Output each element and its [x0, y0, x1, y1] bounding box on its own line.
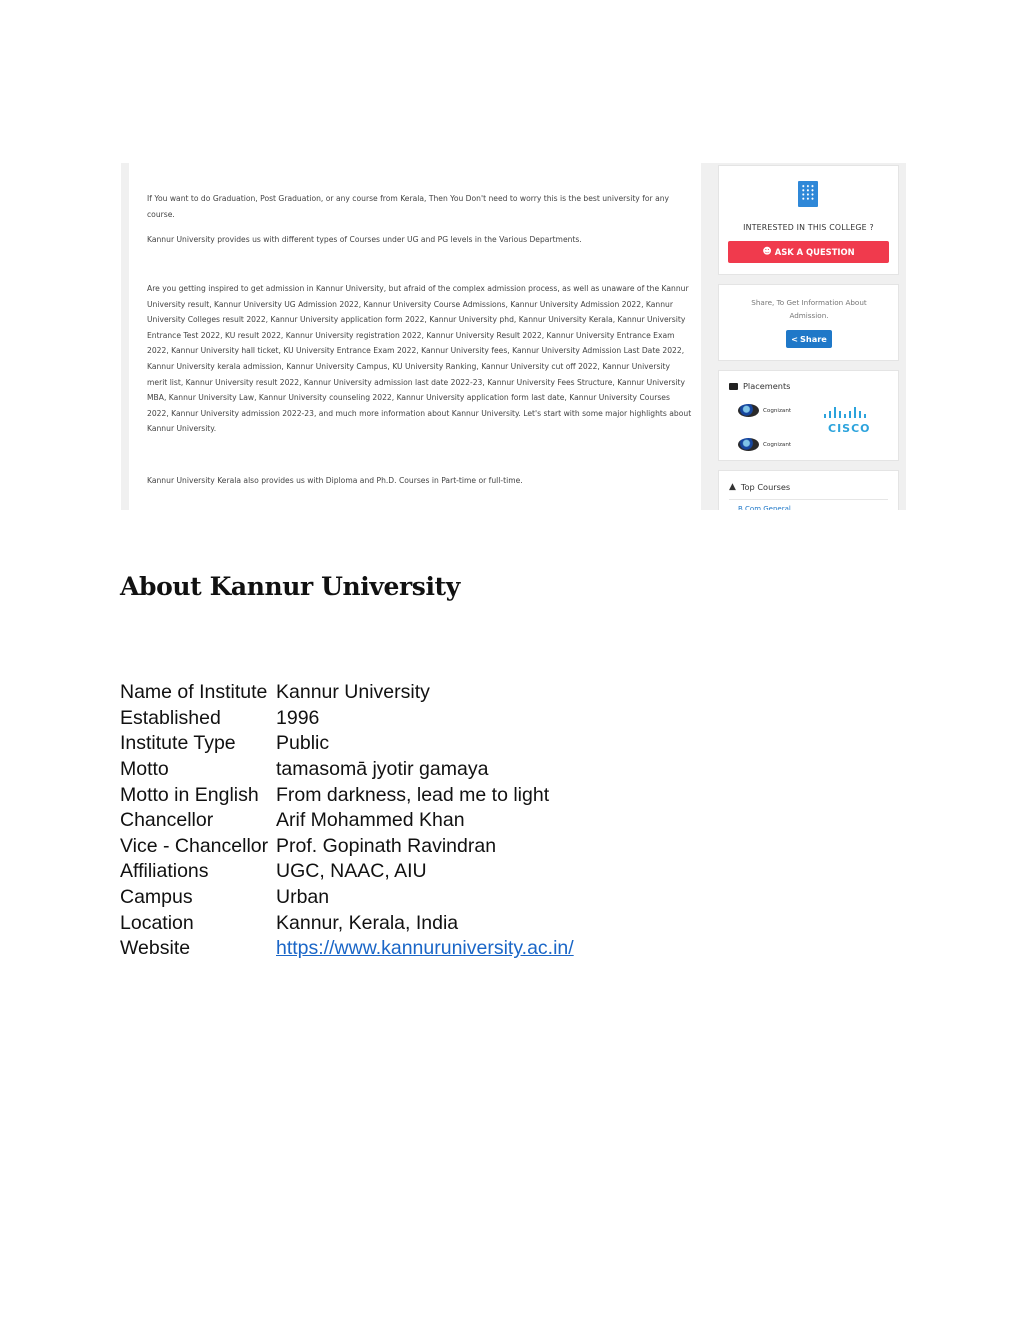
table-row: [120, 757, 574, 783]
table-row: [120, 936, 574, 962]
share-icon: <: [791, 334, 799, 344]
info-value: Prof. Gopinath Ravindran: [276, 834, 497, 857]
cisco-bars-icon: [824, 407, 866, 418]
info-value: Kannur University: [276, 681, 430, 704]
ask-question-label: ASK A QUESTION: [774, 247, 855, 257]
ask-question-button[interactable]: [728, 241, 889, 263]
info-label: Website: [120, 937, 191, 960]
course-link[interactable]: B.Com General: [738, 505, 791, 510]
placements-label: Placements: [743, 381, 791, 391]
table-row: [120, 885, 574, 911]
table-row: [120, 808, 574, 834]
table-row: [120, 910, 574, 936]
divider: [729, 499, 888, 500]
users-icon: ☻: [762, 247, 772, 257]
info-label: Campus: [120, 886, 193, 909]
info-label: Affiliations: [120, 860, 209, 883]
article-panel: [129, 163, 701, 510]
diploma-paragraph: Kannur University Kerala also provides us with Diploma and Ph.D. Courses in Part-time or full-time.: [147, 476, 523, 485]
info-label: Motto in English: [120, 783, 259, 806]
admission-paragraph: Are you getting inspired to get admission in Kannur University, but afraid of the complex admission process, as well as unaware of the Kannur University result, Kannur University UG Admission 2022, Kannur University Course Admissions, Kannur University Admission 2022, Kannur University Colleges result 2022, Kannur University application form 2022, Kannur University phd, Kannur University Kerala, Kannur University Entrance Test 2022, KU result 2022, Kannur University registration 2022, Kannur University Result 2022, Kannur University Entrance Exam 2022, Kannur University hall ticket, KU University Entrance Exam 2022, Kannur University fees, Kannur University Admission Last Date 2022, Kannur University kerala admission, Kannur University Campus, KU University Ranking, Kannur University cut off 2022, Kannur University merit list, Kannur University result 2022, Kannur University admission last date 2022-23, Kannur University Fees Structure, Kannur University MBA, Kannur University Law, Kannur University counseling 2022, Kannur University application form last date, Kannur University Courses 2022, Kannur University admission 2022-23, and much more information about Kannur University. Let's start with some major highlights about Kannur University.: [147, 284, 692, 434]
embedded-screenshot: [121, 163, 906, 510]
cognizant-icon: [738, 438, 759, 451]
placements-title: [729, 381, 790, 391]
share-button[interactable]: [786, 330, 832, 348]
interest-card: [718, 165, 899, 275]
table-row: [120, 859, 574, 885]
share-text: Share, To Get Information About Admission.: [751, 298, 867, 320]
cognizant-logo: [738, 438, 791, 451]
info-value: From darkness, lead me to light: [276, 783, 550, 806]
top-courses-title: [729, 482, 790, 492]
info-label: Institute Type: [120, 732, 236, 755]
graduation-cap-icon: ▲: [729, 482, 736, 492]
info-value: tamasomā jyotir gamaya: [276, 758, 489, 781]
table-row: [120, 782, 574, 808]
info-value: Urban: [276, 886, 330, 909]
info-value: UGC, NAAC, AIU: [276, 860, 427, 883]
building-icon: [798, 181, 818, 207]
courses-paragraph: Kannur University provides us with different types of Courses under UG and PG levels in the Various Departments.: [147, 235, 582, 244]
website-link[interactable]: https://www.kannuruniversity.ac.in/: [276, 937, 574, 960]
cognizant-icon: [738, 404, 759, 417]
top-courses-card: [718, 470, 899, 510]
info-label: Name of Institute: [120, 681, 268, 704]
share-label: Share: [800, 334, 827, 344]
info-value: Public: [276, 732, 330, 755]
table-row: [120, 731, 574, 757]
info-table: [120, 680, 574, 962]
info-label: Location: [120, 911, 194, 934]
interest-label: INTERESTED IN THIS COLLEGE ?: [743, 223, 874, 232]
placements-card: [718, 370, 899, 461]
info-label: Motto: [120, 758, 169, 781]
info-label: Established: [120, 706, 221, 729]
cognizant-label: Cognizant: [763, 441, 792, 448]
page-title: About Kannur University: [120, 572, 460, 601]
briefcase-icon: [729, 383, 738, 390]
intro-paragraph: If You want to do Graduation, Post Graduation, or any course from Kerala, Then You Don't need to worry this is the best university for any course.: [147, 194, 670, 219]
cisco-logo: CISCO: [828, 422, 871, 435]
cognizant-logo: [738, 404, 791, 417]
info-label: Chancellor: [120, 809, 214, 832]
info-value: Arif Mohammed Khan: [276, 809, 465, 832]
cognizant-label: Cognizant: [763, 407, 792, 414]
table-row: [120, 706, 574, 732]
info-label: Vice - Chancellor: [120, 834, 269, 857]
info-value: Kannur, Kerala, India: [276, 911, 459, 934]
top-courses-label: Top Courses: [740, 482, 791, 492]
table-row: [120, 680, 574, 706]
info-value: 1996: [276, 706, 320, 729]
share-card: [718, 284, 899, 361]
table-row: [120, 834, 574, 860]
